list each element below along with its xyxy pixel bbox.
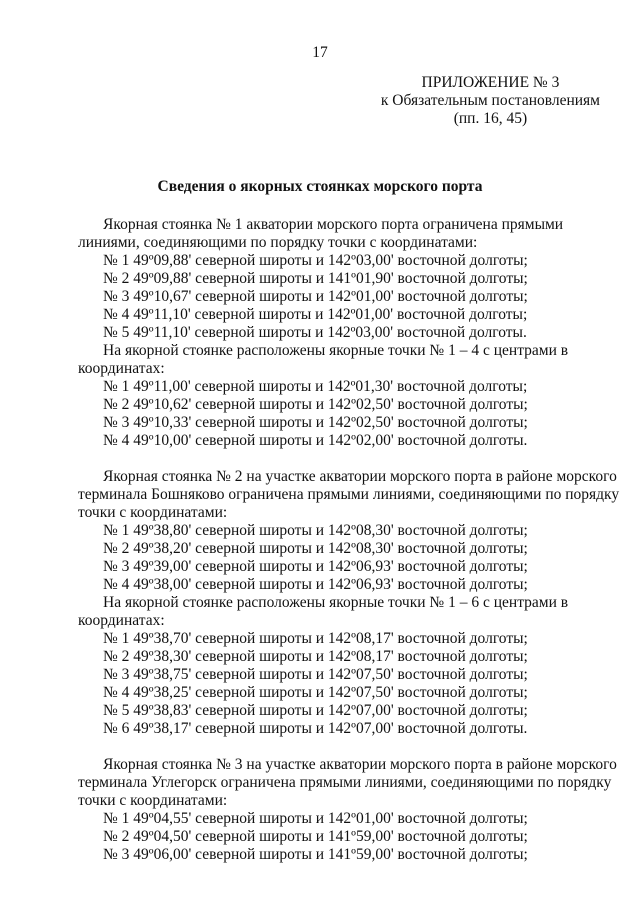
section-1-anchor-rest: координатах: <box>78 360 165 377</box>
anchor-line: № 3 49º10,33' северной широты и 142º02,50' восточной долготы; <box>103 414 528 431</box>
coord-line: № 4 49º11,10' северной широты и 142º01,00' восточной долготы; <box>103 306 528 323</box>
section-gap <box>103 450 613 468</box>
section-2-anchor-first: На якорной стоянке расположены якорные точки № 1 – 6 с центрами в <box>103 594 569 611</box>
coord-line: № 3 49º10,67' северной широты и 142º01,00' восточной долготы; <box>103 288 528 305</box>
anchor-line: № 2 49º10,62' северной широты и 142º02,50' восточной долготы; <box>103 396 528 413</box>
coord-line: № 1 49º38,80' северной широты и 142º08,30' восточной долготы; <box>103 522 528 539</box>
coord-line: № 1 49º04,55' северной широты и 142º01,00' восточной долготы; <box>103 810 528 827</box>
coord-line: № 4 49º38,00' северной широты и 142º06,93' восточной долготы; <box>103 576 528 593</box>
document-title: Сведения о якорных стоянках морского порта <box>157 178 483 195</box>
section-2-intro-first: Якорная стоянка № 2 на участке акватории морского порта в районе морского <box>103 468 617 485</box>
section-1-anchor-first: На якорной стоянке расположены якорные точки № 1 – 4 с центрами в <box>103 342 569 359</box>
page-number: 17 <box>312 44 328 61</box>
anchor-line: № 2 49º38,30' северной широты и 142º08,17' восточной долготы; <box>103 648 528 665</box>
anchor-line: № 6 49º38,17' северной широты и 142º07,00' восточной долготы. <box>103 720 528 737</box>
anchor-line: № 5 49º38,83' северной широты и 142º07,00' восточной долготы; <box>103 702 528 719</box>
section-2-intro-rest: точки с координатами: <box>78 504 228 521</box>
appendix-header <box>381 74 600 128</box>
anchor-line: № 3 49º38,75' северной широты и 142º07,50' восточной долготы; <box>103 666 528 683</box>
section-1-intro-first: Якорная стоянка № 1 акватории морского порта ограничена прямыми <box>103 216 564 233</box>
section-2-intro-mid: терминала Бошняково ограничена прямыми линиями, соединяющими по порядку <box>78 486 620 503</box>
section-3-intro-mid: терминала Углегорск ограничена прямыми линиями, соединяющими по порядку <box>78 774 612 791</box>
anchor-line: № 1 49º11,00' северной широты и 142º01,30' восточной долготы; <box>103 378 528 395</box>
section-1-intro-rest: линиями, соединяющими по порядку точки с координатами: <box>78 234 478 251</box>
section-2-anchor-rest: координатах: <box>78 612 165 629</box>
coord-line: № 5 49º11,10' северной широты и 142º03,00' восточной долготы. <box>103 324 527 341</box>
document-body <box>78 216 620 864</box>
coord-line: № 3 49º39,00' северной широты и 142º06,93' восточной долготы; <box>103 558 528 575</box>
coord-line: № 2 49º09,88' северной широты и 141º01,90' восточной долготы; <box>103 270 528 287</box>
coord-line: № 2 49º38,20' северной широты и 142º08,30' восточной долготы; <box>103 540 528 557</box>
coord-line: № 3 49º06,00' северной широты и 141º59,00' восточной долготы; <box>103 846 528 863</box>
coord-line: № 1 49º09,88' северной широты и 142º03,00' восточной долготы; <box>103 252 528 269</box>
appendix-title: ПРИЛОЖЕНИЕ № 3 <box>421 74 560 91</box>
anchor-line: № 4 49º38,25' северной широты и 142º07,50' восточной долготы; <box>103 684 528 701</box>
section-3-intro-first: Якорная стоянка № 3 на участке акватории морского порта в районе морского <box>103 756 617 773</box>
anchor-line: № 4 49º10,00' северной широты и 142º02,00' восточной долготы. <box>103 432 528 449</box>
appendix-paragraphs: (пп. 16, 45) <box>453 110 528 127</box>
section-3-intro-rest: точки с координатами: <box>78 792 228 809</box>
section-gap <box>103 738 613 756</box>
appendix-reference: к Обязательным постановлениям <box>380 92 600 109</box>
coord-line: № 2 49º04,50' северной широты и 141º59,00' восточной долготы; <box>103 828 528 845</box>
anchor-line: № 1 49º38,70' северной широты и 142º08,17' восточной долготы; <box>103 630 528 647</box>
